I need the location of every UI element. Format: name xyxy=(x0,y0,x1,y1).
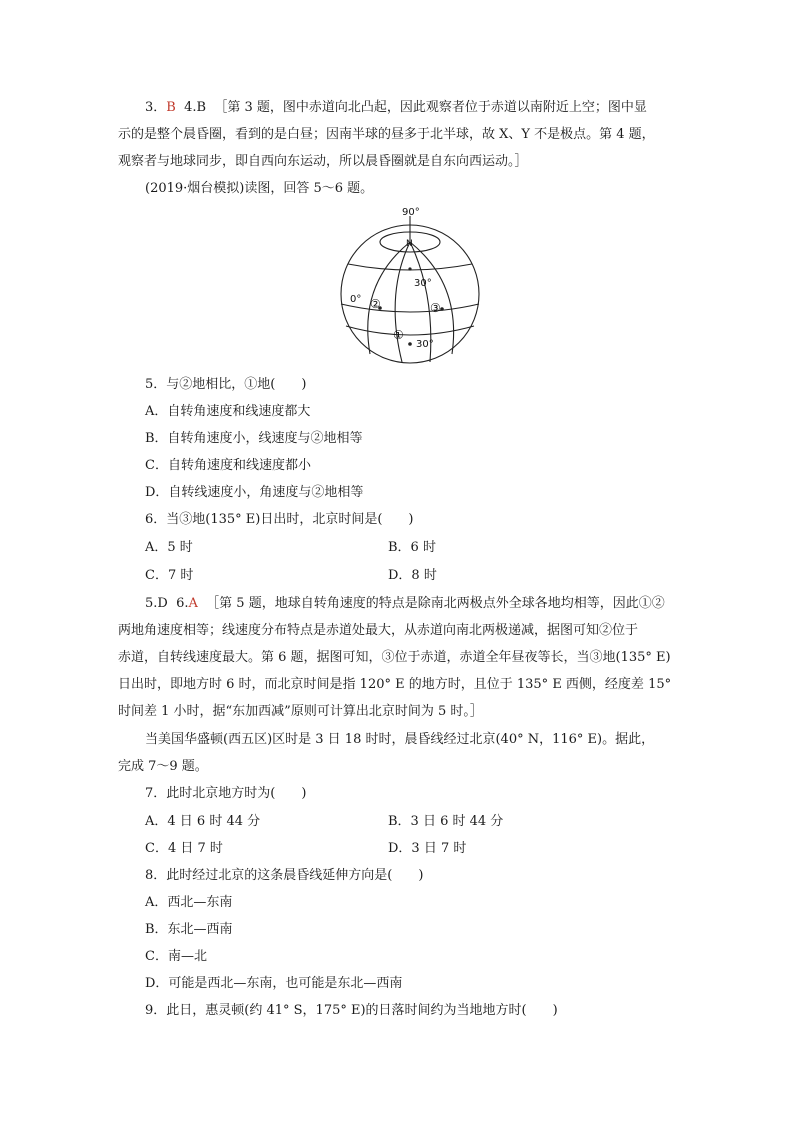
q6-option-b: B．6 时 xyxy=(388,540,436,555)
q8-option-a: A．西北—东南 xyxy=(145,895,233,910)
answer-5-value: D xyxy=(157,596,168,611)
answer-6-value: A xyxy=(188,596,198,611)
q7-option-c: C．4 日 7 时 xyxy=(145,841,223,856)
globe-figure xyxy=(330,204,490,364)
meridian-4 xyxy=(410,242,454,354)
answer-3-4-line-1: 3．B 4.B ［第 3 题，图中赤道向北凸起，因此观察者位于赤道以南附近上空；图中显 xyxy=(145,100,647,115)
label-90: 90° xyxy=(402,207,420,218)
answer-5-6-line-1: 5.D 6.A ［第 5 题，地球自转角速度的特点是除南北两极点外全球各地均相等，因此①② xyxy=(145,596,665,611)
globe-diagram xyxy=(330,204,490,364)
label-30-lower: 30° xyxy=(416,339,434,350)
q6-stem: 6．当③地(135° E)日出时，北京时间是( ) xyxy=(145,512,414,527)
equator xyxy=(341,304,479,312)
answer-3-4-line-2: 示的是整个晨昏圈，看到的是白昼；因南半球的昼多于北半球，故 X、Y 不是极点。第 4 题， xyxy=(118,127,655,142)
q5-option-b: B．自转角速度小，线速度与②地相等 xyxy=(145,431,363,446)
q5-option-a: A．自转角速度和线速度都大 xyxy=(145,404,311,419)
label-1: ① xyxy=(393,328,404,342)
label-3: ③ xyxy=(430,301,441,315)
q8-option-d: D．可能是西北—东南，也可能是东北—西南 xyxy=(145,976,403,991)
answer-3-4-line-3: 观察者与地球同步，即自西向东运动，所以晨昏圈就是自东向西运动。］ xyxy=(118,154,528,169)
q8-option-c: C．南—北 xyxy=(145,949,207,964)
intro-7-9-line-2: 完成 7～9 题。 xyxy=(118,759,208,774)
answer-5-6-line-2: 两地角速度相等；线速度分布特点是赤道处最大，从赤道向南北两极递减，据图可知②位于 xyxy=(118,623,639,638)
q7-stem: 7．此时北京地方时为( ) xyxy=(145,786,307,801)
q7-option-d: D．3 日 7 时 xyxy=(388,841,467,856)
q7-option-a: A．4 日 6 时 44 分 xyxy=(145,814,261,829)
q5-stem: 5．与②地相比，①地( ) xyxy=(145,377,307,392)
q5-option-d: D．自转线速度小，角速度与②地相等 xyxy=(145,485,364,500)
q9-stem: 9．此日，惠灵顿(约 41° S，175° E)的日落时间约为当地地方时( ) xyxy=(145,1003,558,1018)
q8-option-b: B．东北—西南 xyxy=(145,922,233,937)
q8-stem: 8．此时经过北京的这条晨昏线延伸方向是( ) xyxy=(145,868,424,883)
answer-5-6-line-4: 日出时，即地方时 6 时，而北京时间是指 120° E 的地方时，且位于 135° E 西侧，经度差 15° xyxy=(118,677,672,692)
answer-4-value: B xyxy=(196,100,207,115)
intro-7-9-line-1: 当美国华盛顿(西五区)区时是 3 日 18 时时，晨昏线经过北京(40° N，116° E)。据此， xyxy=(145,732,655,747)
label-30-upper: 30° xyxy=(414,278,432,289)
q6-option-d: D．8 时 xyxy=(388,568,437,583)
q5-option-c: C．自转角速度和线速度都小 xyxy=(145,458,311,473)
label-2: ② xyxy=(370,297,381,311)
label-n: N xyxy=(406,239,413,249)
q6-option-a: A．5 时 xyxy=(145,540,193,555)
label-0: 0° xyxy=(350,294,362,305)
point-30-upper xyxy=(408,267,411,270)
answer-5-6-line-3: 赤道，自转线速度最大。第 6 题，据图可知，③位于赤道，赤道全年昼夜等长，当③地(135° E) xyxy=(118,650,671,665)
point-1 xyxy=(408,342,412,346)
parallel-south xyxy=(346,326,474,335)
intro-5-6: (2019·烟台模拟)读图，回答 5～6 题。 xyxy=(145,181,374,196)
answer-3-value: B xyxy=(166,100,176,115)
q7-option-b: B．3 日 6 时 44 分 xyxy=(388,814,504,829)
q6-option-c: C．7 时 xyxy=(145,568,194,583)
answer-5-6-line-5: 时间差 1 小时，据“东加西减”原则可计算出北京时间为 5 时。］ xyxy=(118,704,483,719)
meridian-2 xyxy=(395,242,410,362)
